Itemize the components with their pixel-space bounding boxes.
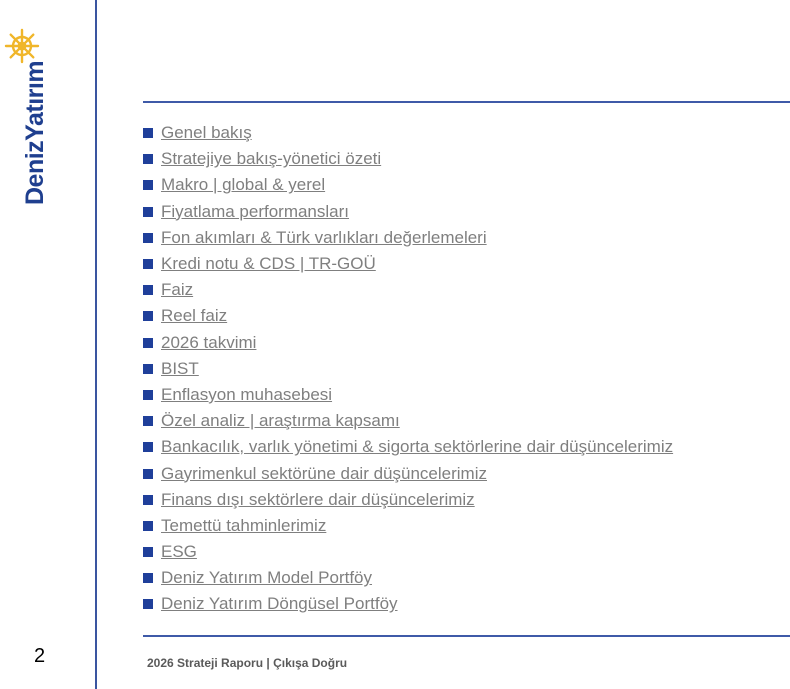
square-bullet-icon	[143, 207, 153, 217]
square-bullet-icon	[143, 469, 153, 479]
toc-item	[143, 120, 673, 146]
square-bullet-icon	[143, 547, 153, 557]
toc-link[interactable]: Makro | global & yerel	[161, 175, 326, 195]
toc-link[interactable]: Finans dışı sektörlere dair düşüncelerimiz	[161, 489, 475, 509]
bottom-rule	[143, 635, 790, 637]
toc-link[interactable]: Bankacılık, varlık yönetimi & sigorta sektörlerine dair düşüncelerimiz	[161, 437, 674, 457]
toc-item	[143, 434, 673, 460]
toc-item	[143, 330, 673, 356]
toc-link[interactable]: 2026 takvimi	[161, 332, 257, 352]
square-bullet-icon	[143, 390, 153, 400]
square-bullet-icon	[143, 338, 153, 348]
toc-item	[143, 382, 673, 408]
toc-link[interactable]: Temettü tahminlerimiz	[161, 515, 327, 535]
square-bullet-icon	[143, 180, 153, 190]
toc-item	[143, 172, 673, 198]
toc-link[interactable]: Gayrimenkul sektörüne dair düşüncelerimiz	[161, 463, 487, 483]
toc-link[interactable]: Enflasyon muhasebesi	[161, 384, 333, 404]
toc-item	[143, 146, 673, 172]
square-bullet-icon	[143, 259, 153, 269]
toc-item	[143, 225, 673, 251]
toc-link[interactable]: Faiz	[161, 280, 194, 300]
toc-link[interactable]: Stratejiye bakış-yönetici özeti	[161, 149, 382, 169]
square-bullet-icon	[143, 128, 153, 138]
toc-item	[143, 487, 673, 513]
toc-link[interactable]: Deniz Yatırım Döngüsel Portföy	[161, 594, 398, 614]
toc-link[interactable]: Reel faiz	[161, 306, 228, 326]
toc-link[interactable]: ESG	[161, 542, 197, 562]
footer-report-title: 2026 Strateji Raporu | Çıkışa Doğru	[147, 656, 348, 670]
toc-link[interactable]: Özel analiz | araştırma kapsamı	[161, 411, 400, 431]
toc-link[interactable]: Fiyatlama performansları	[161, 201, 350, 221]
toc-item	[143, 277, 673, 303]
toc-item	[143, 408, 673, 434]
square-bullet-icon	[143, 154, 153, 164]
toc-item	[143, 539, 673, 565]
square-bullet-icon	[143, 495, 153, 505]
toc-item	[143, 460, 673, 486]
left-sidebar	[0, 0, 96, 689]
toc-link[interactable]: Deniz Yatırım Model Portföy	[161, 568, 373, 588]
toc-item	[143, 303, 673, 329]
square-bullet-icon	[143, 599, 153, 609]
toc-item	[143, 199, 673, 225]
brand-logo-text: DenizYatırım	[21, 60, 49, 205]
toc-item	[143, 251, 673, 277]
page-number: 2	[34, 645, 46, 667]
toc-link[interactable]: Fon akımları & Türk varlıkları değerlemeleri	[161, 227, 487, 247]
toc-item	[143, 591, 673, 617]
toc-item	[143, 356, 673, 382]
square-bullet-icon	[143, 573, 153, 583]
square-bullet-icon	[143, 442, 153, 452]
toc-link[interactable]: Genel bakış	[161, 123, 252, 143]
toc-link[interactable]: Kredi notu & CDS | TR-GOÜ	[161, 254, 376, 274]
square-bullet-icon	[143, 364, 153, 374]
square-bullet-icon	[143, 285, 153, 295]
sidebar-divider	[95, 0, 97, 689]
toc-item	[143, 565, 673, 591]
square-bullet-icon	[143, 311, 153, 321]
square-bullet-icon	[143, 521, 153, 531]
table-of-contents	[143, 120, 673, 618]
square-bullet-icon	[143, 416, 153, 426]
top-rule	[143, 101, 790, 103]
toc-link[interactable]: BIST	[161, 358, 199, 378]
square-bullet-icon	[143, 233, 153, 243]
toc-item	[143, 513, 673, 539]
